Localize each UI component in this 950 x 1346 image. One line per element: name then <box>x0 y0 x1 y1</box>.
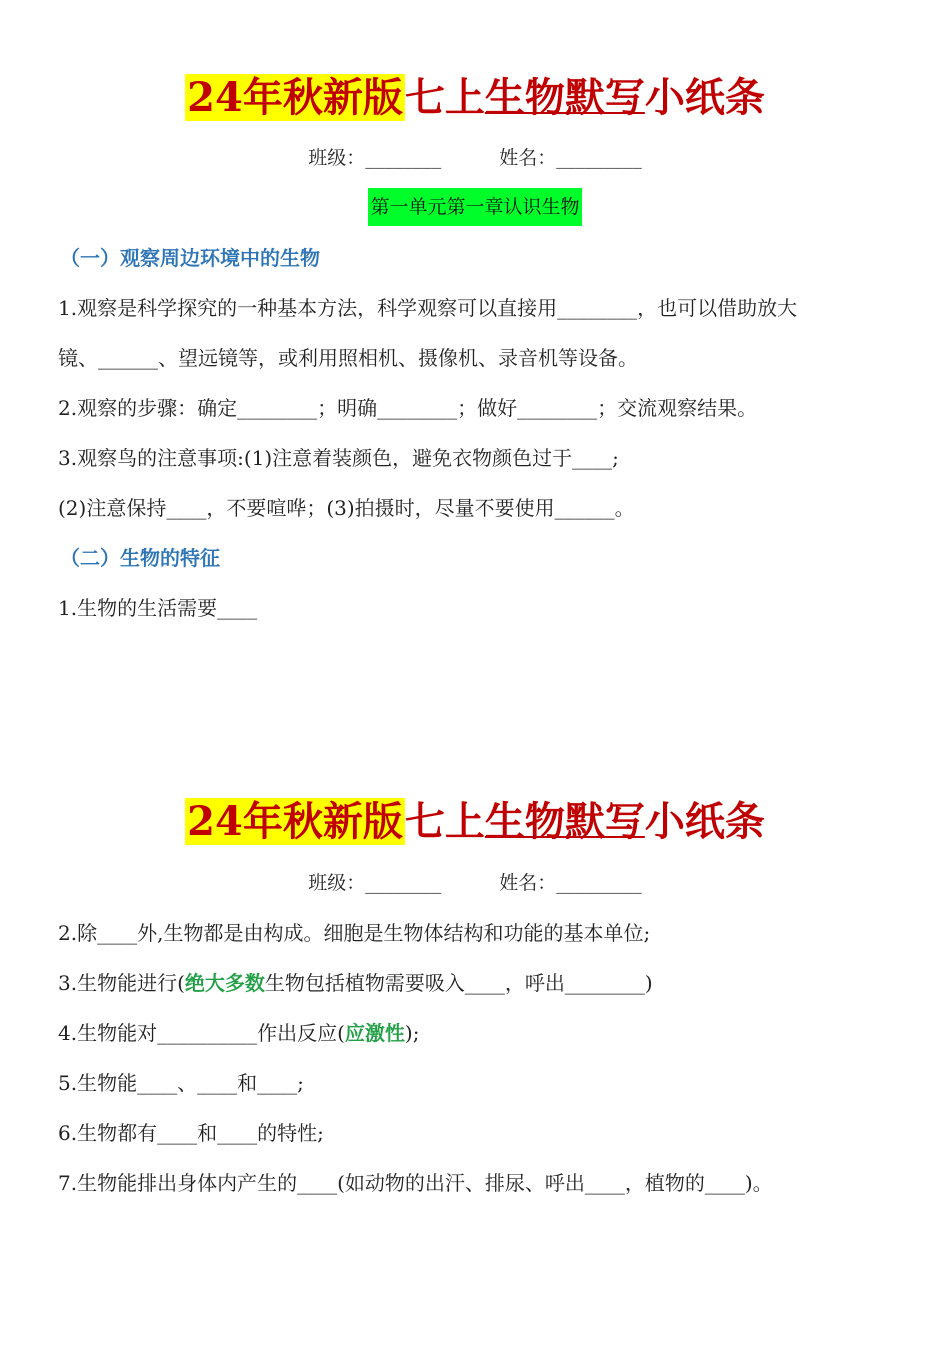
section-heading: （一）观察周边环境中的生物 <box>60 246 320 270</box>
line-text: ); <box>404 1021 420 1045</box>
question-line: 6.生物都有____和____的特性; <box>58 1121 324 1145</box>
title-grade: 七上 <box>404 74 485 121</box>
page-title <box>0 792 950 852</box>
page-title <box>0 68 950 128</box>
title-end: 小纸条 <box>644 798 765 845</box>
title-highlight: 24年秋新版 <box>187 74 403 121</box>
question-line: 2.观察的步骤：确定________；明确________；做好________；交流观察结果。 <box>58 396 758 420</box>
title-end: 小纸条 <box>644 74 765 121</box>
question-line <box>58 1018 419 1048</box>
question-line: 1.生物的生活需要____ <box>58 596 258 620</box>
question-line: 7.生物能排出身体内产生的____(如动物的出汗、排尿、呼出____，植物的____)。 <box>58 1171 773 1195</box>
line-text: 3.生物能进行( <box>58 971 185 995</box>
title-subject: 生物默写 <box>484 74 645 121</box>
highlight-term: 绝大多数 <box>184 971 265 995</box>
student-info <box>0 869 950 897</box>
highlight-term: 应激性 <box>344 1021 405 1045</box>
chapter-heading: 第一单元第一章认识生物 <box>368 188 581 226</box>
class-field: 班级：________ <box>308 147 442 169</box>
title-grade: 七上 <box>404 798 485 845</box>
class-field: 班级：________ <box>308 872 442 894</box>
name-field: 姓名：_________ <box>499 147 642 169</box>
title-highlight: 24年秋新版 <box>187 798 403 845</box>
question-line: 5.生物能____、____和____; <box>58 1071 304 1095</box>
student-info <box>0 144 950 172</box>
name-field: 姓名：_________ <box>499 872 642 894</box>
question-line: 1.观察是科学探究的一种基本方法，科学观察可以直接用________，也可以借助放大 <box>58 296 798 320</box>
question-line: 镜、______、望远镜等，或利用照相机、摄像机、录音机等设备。 <box>58 346 638 370</box>
question-line: 2.除____外,生物都是由构成。细胞是生物体结构和功能的基本单位; <box>58 921 651 945</box>
section-heading: （二）生物的特征 <box>60 546 220 570</box>
title-subject: 生物默写 <box>484 798 645 845</box>
line-text: 生物包括植物需要吸入____，呼出________) <box>264 971 653 995</box>
question-line: 3.观察鸟的注意事项:(1)注意着装颜色，避免衣物颜色过于____; <box>58 446 619 470</box>
line-text: 4.生物能对__________作出反应( <box>58 1021 345 1045</box>
question-line: (2)注意保持____，不要喧哗；(3)拍摄时，尽量不要使用______。 <box>58 496 635 520</box>
question-line <box>58 968 653 998</box>
